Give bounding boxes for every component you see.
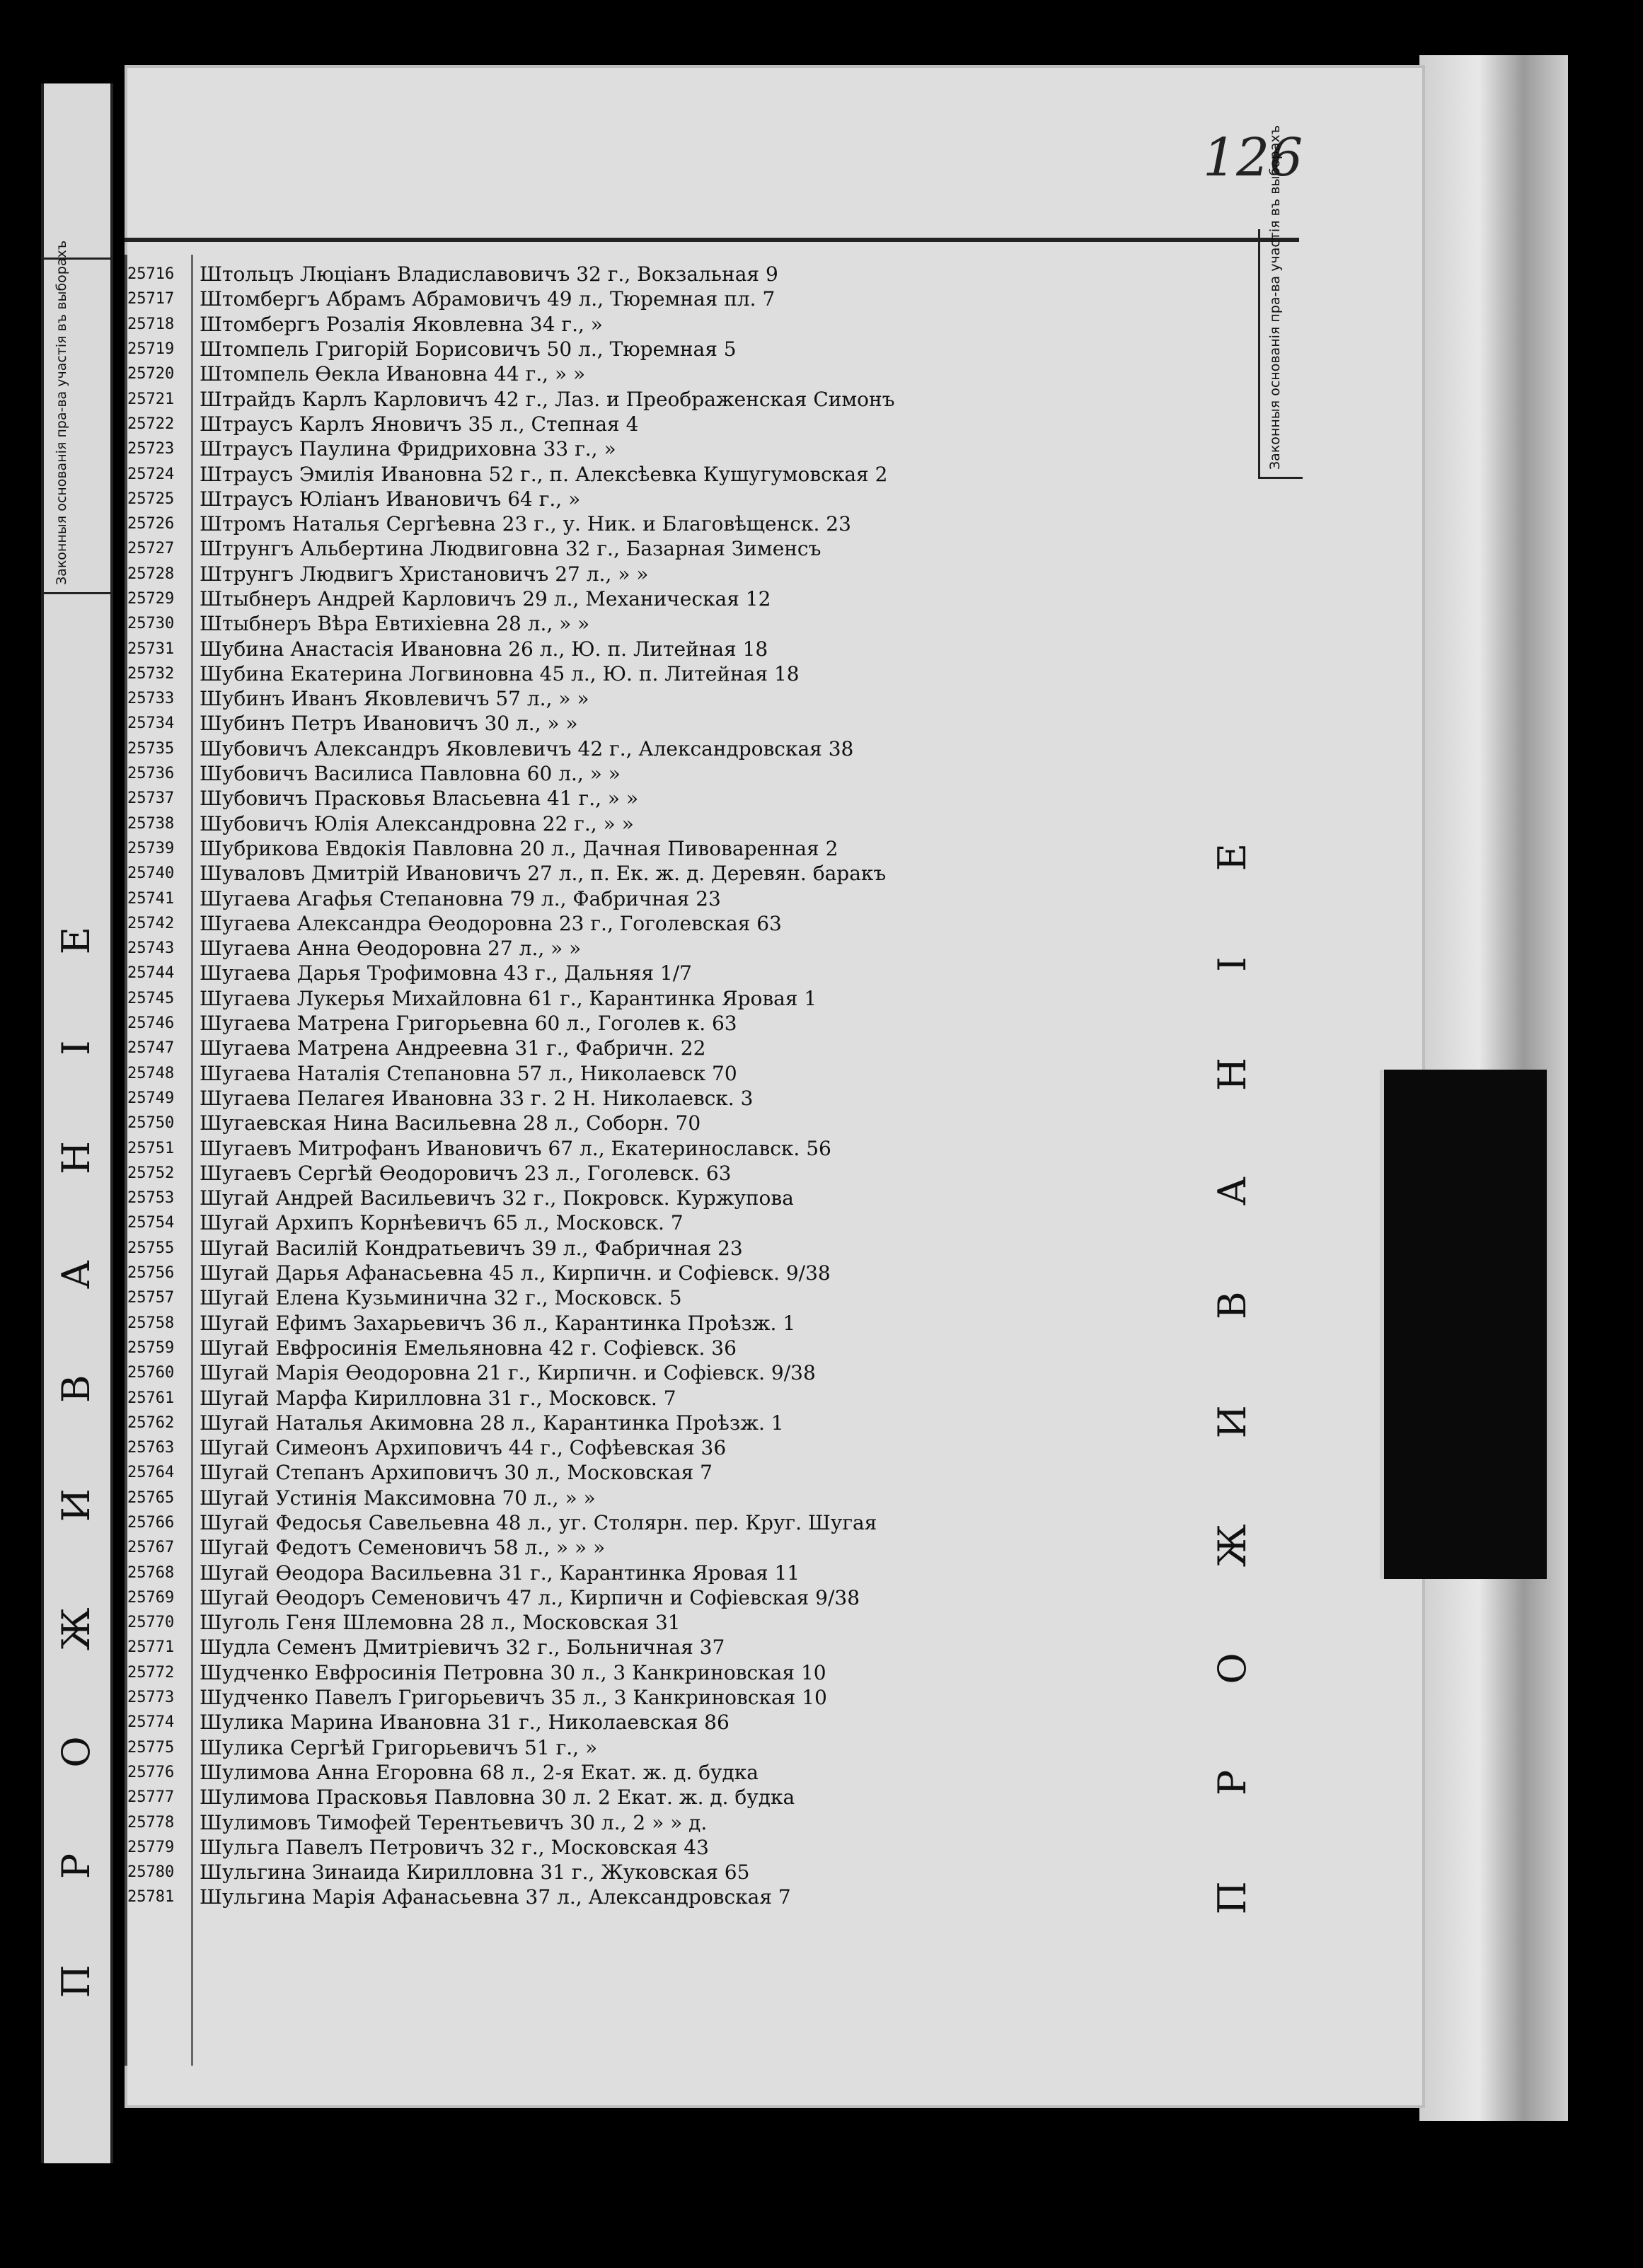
register-entry-row (127, 1186, 1245, 1210)
entry-number: 25745 (127, 989, 175, 1007)
entry-number: 25780 (127, 1863, 175, 1882)
register-entry-row (127, 1061, 1245, 1086)
register-entry-row (127, 911, 1245, 936)
register-entry-row (127, 1210, 1245, 1235)
entry-number: 25740 (127, 864, 175, 883)
entry-text: Шугаева Анна Ѳеодоровна 27 л., » » (200, 937, 582, 961)
entry-number: 25728 (127, 565, 175, 583)
right-residence-title: П Р О Ж И В А Н І Е (1210, 806, 1255, 1915)
register-entry-row (127, 1135, 1245, 1160)
entry-text: Шугаева Лукерья Михайловна 61 г., Карантинка Яровая 1 (200, 986, 817, 1010)
entry-text: Шубина Анастасія Ивановна 26 л., Ю. п. Литейная 18 (200, 637, 768, 661)
register-entry-row (127, 636, 1245, 661)
entry-text: Шугай Евфросинія Емельяновна 42 г. Софіевск. 36 (200, 1336, 737, 1360)
entry-number: 25757 (127, 1289, 175, 1307)
entry-number: 25719 (127, 340, 175, 359)
entry-number: 25717 (127, 290, 175, 308)
entry-text: Шульга Павелъ Петровичъ 32 г., Московская 43 (200, 1835, 709, 1859)
register-entry-row (127, 1310, 1245, 1335)
entry-number: 25778 (127, 1813, 175, 1832)
register-entry-row (127, 1435, 1245, 1460)
register-entry-row (127, 1111, 1245, 1135)
entry-number: 25765 (127, 1488, 175, 1507)
entry-number: 25734 (127, 714, 175, 733)
register-entry-row (127, 1635, 1245, 1660)
entry-number: 25772 (127, 1663, 175, 1682)
entry-number: 25751 (127, 1139, 175, 1157)
entry-number: 25775 (127, 1738, 175, 1757)
entry-text: Шубовичъ Прасковья Власьевна 41 г., » » (200, 787, 639, 811)
register-entry-row (127, 1835, 1245, 1860)
register-entry-row (127, 1460, 1245, 1485)
entry-text: Шулимова Прасковья Павловна 30 л. 2 Екат. ж. д. будка (200, 1786, 795, 1810)
entry-text: Шудла Семенъ Дмитріевичъ 32 г., Больничная 37 (200, 1636, 725, 1660)
entry-number: 25735 (127, 739, 175, 758)
entry-text: Шудченко Павелъ Григорьевичъ 35 л., 3 Канкриновская 10 (200, 1686, 827, 1710)
entry-text: Шубина Екатерина Логвиновна 45 л., Ю. п. Литейная 18 (200, 661, 800, 685)
entry-text: Шугай Марія Ѳеодоровна 21 г., Кирпичн. и Софіевск. 9/38 (200, 1361, 816, 1385)
entry-text: Штомбергъ Абрамъ Абрамовичъ 49 л., Тюремная пл. 7 (200, 287, 776, 311)
entry-text: Штромъ Наталья Сергѣевна 23 г., у. Ник. и Благовѣщенск. 23 (200, 512, 851, 536)
register-entry-row (127, 1585, 1245, 1610)
entry-text: Шугай Марфа Кирилловна 31 г., Московск. 7 (200, 1386, 676, 1410)
entry-number: 25738 (127, 814, 175, 833)
entry-number: 25720 (127, 365, 175, 383)
entry-number: 25777 (127, 1788, 175, 1807)
entry-number: 25770 (127, 1614, 175, 1632)
entry-number: 25718 (127, 315, 175, 333)
entry-text: Шугаева Дарья Трофимовна 43 г., Дальняя 1/7 (200, 961, 692, 985)
register-entry-row (127, 1161, 1245, 1186)
register-entry-row (127, 1810, 1245, 1834)
register-entry-row (127, 936, 1245, 961)
register-entries (127, 262, 1245, 1910)
register-entry-row (127, 412, 1245, 436)
left-header-text: Законныя основанія пра-ва участія въ выборахъ (54, 240, 69, 585)
entry-text: Шулимовъ Тимофей Терентьевичъ 30 л., 2 » » д. (200, 1810, 708, 1834)
binding-shadow (1380, 1070, 1547, 1579)
register-entry-row (127, 1510, 1245, 1535)
entry-text: Штыбнеръ Андрей Карловичъ 29 л., Механическая 12 (200, 587, 771, 611)
register-entry-row (127, 836, 1245, 861)
register-entry-row (127, 262, 1245, 287)
entry-text: Шугаева Пелагея Ивановна 33 г. 2 Н. Николаевск. 3 (200, 1086, 754, 1110)
entry-text: Шульгина Марія Афанасьевна 37 л., Александровская 7 (200, 1885, 791, 1909)
entry-number: 25723 (127, 440, 175, 458)
entry-number: 25726 (127, 515, 175, 533)
right-column-header (1258, 125, 1303, 479)
entry-number: 25763 (127, 1439, 175, 1457)
entry-number: 25727 (127, 540, 175, 558)
entry-number: 25749 (127, 1089, 175, 1107)
entry-number: 25722 (127, 415, 175, 433)
register-entry-row (127, 511, 1245, 536)
entry-number: 25739 (127, 839, 175, 857)
left-column-header (44, 240, 110, 594)
entry-text: Шугай Ефимъ Захарьевичъ 36 л., Карантинка Проѣзж. 1 (200, 1311, 796, 1335)
entry-number: 25771 (127, 1638, 175, 1657)
entry-number: 25746 (127, 1014, 175, 1033)
register-entry-row (127, 1560, 1245, 1585)
entry-text: Шубрикова Евдокія Павловна 20 л., Дачная Пивоваренная 2 (200, 836, 838, 860)
register-entry-row (127, 1660, 1245, 1685)
register-entry-row (127, 736, 1245, 761)
entry-text: Шугай Федосья Савельевна 48 л., уг. Столярн. пер. Круг. Шугая (200, 1510, 877, 1534)
register-entry-row (127, 611, 1245, 636)
entry-number: 25741 (127, 889, 175, 908)
register-entry-row (127, 536, 1245, 561)
entry-number: 25758 (127, 1314, 175, 1332)
entry-number: 25721 (127, 390, 175, 408)
entry-text: Штомпель Ѳекла Ивановна 44 г., » » (200, 362, 586, 386)
entry-text: Шугай Устинія Максимовна 70 л., » » (200, 1486, 596, 1510)
register-entry-row (127, 711, 1245, 736)
entry-text: Шугаевъ Митрофанъ Ивановичъ 67 л., Екатеринославск. 56 (200, 1136, 831, 1160)
entry-text: Шубинъ Иванъ Яковлевичъ 57 л., » » (200, 687, 589, 711)
entry-number: 25764 (127, 1464, 175, 1482)
register-entry-row (127, 1411, 1245, 1435)
entry-text: Штыбнеръ Вѣра Евтихіевна 28 л., » » (200, 612, 590, 636)
entry-text: Шубовичъ Юлія Александровна 22 г., » » (200, 811, 634, 835)
register-entry-row (127, 1760, 1245, 1785)
page-number: 126 (1203, 127, 1303, 188)
register-entry-row (127, 1036, 1245, 1060)
entry-text: Шуваловъ Дмитрій Ивановичъ 27 л., п. Ек. ж. д. Деревян. баракъ (200, 862, 887, 886)
entry-number: 25724 (127, 465, 175, 483)
register-entry-row (127, 1285, 1245, 1310)
entry-number: 25756 (127, 1264, 175, 1283)
register-entry-row (127, 287, 1245, 311)
entry-text: Шугай Андрей Васильевичъ 32 г., Покровск. Куржупова (200, 1186, 794, 1210)
register-entry-row (127, 1336, 1245, 1360)
entry-text: Шугай Дарья Афанасьевна 45 л., Кирпичн. и Софіевск. 9/38 (200, 1261, 831, 1285)
entry-number: 25761 (127, 1389, 175, 1407)
entry-text: Штрайдъ Карлъ Карловичъ 42 г., Лаз. и Преображенская Симонъ (200, 387, 895, 411)
register-entry-row (127, 986, 1245, 1011)
entry-text: Штраусъ Карлъ Яновичъ 35 л., Степная 4 (200, 412, 639, 436)
entry-text: Шугай Ѳеодоръ Семеновичъ 47 л., Кирпичн и Софіевская 9/38 (200, 1585, 860, 1609)
entry-number: 25781 (127, 1888, 175, 1907)
entry-text: Шугай Симеонъ Архиповичъ 44 г., Софѣевская 36 (200, 1436, 727, 1460)
entry-number: 25760 (127, 1364, 175, 1382)
entry-number: 25759 (127, 1338, 175, 1357)
entry-number: 25732 (127, 664, 175, 683)
register-entry-row (127, 1710, 1245, 1735)
register-entry-row (127, 1860, 1245, 1885)
register-entry-row (127, 461, 1245, 486)
register-entry-row (127, 337, 1245, 361)
entry-number: 25776 (127, 1763, 175, 1781)
entry-text: Шуголь Геня Шлемовна 28 л., Московская 31 (200, 1611, 681, 1635)
entry-number: 25774 (127, 1713, 175, 1732)
entry-text: Шугай Василій Кондратьевичъ 39 л., Фабричная 23 (200, 1236, 743, 1260)
entry-number: 25753 (127, 1189, 175, 1208)
entry-text: Шульгина Зинаида Кирилловна 31 г., Жуковская 65 (200, 1861, 750, 1885)
entry-text: Шугаева Александра Ѳеодоровна 23 г., Гоголевская 63 (200, 911, 782, 935)
register-entry-row (127, 1610, 1245, 1635)
entry-text: Шулика Сергѣй Григорьевичъ 51 г., » (200, 1735, 598, 1759)
entry-text: Шубовичъ Василиса Павловна 60 л., » » (200, 762, 621, 786)
entry-number: 25743 (127, 939, 175, 958)
entry-number: 25730 (127, 615, 175, 633)
register-entry-row (127, 436, 1245, 461)
entry-text: Шугай Федотъ Семеновичъ 58 л., » » » (200, 1536, 606, 1560)
entry-text: Шугаевская Нина Васильевна 28 л., Соборн. 70 (200, 1111, 701, 1135)
register-entry-row (127, 586, 1245, 611)
entry-text: Штраусъ Эмилія Ивановна 52 г., п. Алексѣевка Кушугумовская 2 (200, 462, 888, 486)
entry-text: Шулимова Анна Егоровна 68 л., 2-я Екат. ж. д. будка (200, 1760, 759, 1784)
entry-number: 25754 (127, 1214, 175, 1232)
register-entry-row (127, 811, 1245, 836)
entry-number: 25725 (127, 490, 175, 508)
register-entry-row (127, 686, 1245, 711)
register-entry-row (127, 1885, 1245, 1909)
entry-text: Штраусъ Паулина Фридриховна 33 г., » (200, 437, 616, 461)
register-entry-row (127, 562, 1245, 586)
entry-text: Штрунгъ Альбертина Людвиговна 32 г., Базарная Зименсъ (200, 537, 822, 561)
entry-number: 25766 (127, 1513, 175, 1532)
entry-text: Шугай Ѳеодора Васильевна 31 г., Карантинка Яровая 11 (200, 1561, 800, 1585)
entry-text: Шугаевъ Сергѣй Ѳеодоровичъ 23 л., Гоголевск. 63 (200, 1161, 732, 1185)
entry-text: Шудченко Евфросинія Петровна 30 л., 3 Канкриновская 10 (200, 1660, 826, 1684)
entry-number: 25736 (127, 765, 175, 783)
entry-number: 25769 (127, 1588, 175, 1607)
register-entry-row (127, 361, 1245, 386)
register-entry-row (127, 1360, 1245, 1385)
register-entry-row (127, 1535, 1245, 1560)
entry-number: 25742 (127, 914, 175, 932)
left-page-margin-strip (41, 83, 113, 2163)
entry-text: Шугай Наталья Акимовна 28 л., Карантинка Проѣзж. 1 (200, 1411, 784, 1435)
entry-text: Шугай Елена Кузьминична 32 г., Московск. 5 (200, 1286, 682, 1310)
register-entry-row (127, 1685, 1245, 1710)
entry-number: 25733 (127, 690, 175, 708)
register-entry-row (127, 886, 1245, 910)
entry-number: 25767 (127, 1539, 175, 1557)
entry-text: Шугаева Агафья Степановна 79 л., Фабричная 23 (200, 886, 721, 910)
register-entry-row (127, 1261, 1245, 1285)
entry-number: 25744 (127, 964, 175, 983)
register-entry-row (127, 386, 1245, 411)
entry-text: Шубовичъ Александръ Яковлевичъ 42 г., Александровская 38 (200, 736, 854, 760)
register-entry-row (127, 312, 1245, 337)
entry-number: 25729 (127, 590, 175, 608)
entry-text: Шугаева Наталія Степановна 57 л., Николаевск 70 (200, 1061, 737, 1085)
entry-number: 25731 (127, 640, 175, 658)
entry-number: 25748 (127, 1064, 175, 1082)
register-entry-row (127, 1086, 1245, 1111)
entry-text: Шулика Марина Ивановна 31 г., Николаевская 86 (200, 1711, 730, 1735)
register-entry-row (127, 786, 1245, 811)
entry-text: Штомбергъ Розалія Яковлевна 34 г., » (200, 312, 603, 336)
entry-text: Штомпель Григорій Борисовичъ 50 л., Тюремная 5 (200, 337, 737, 361)
entry-text: Шугай Степанъ Архиповичъ 30 л., Московская 7 (200, 1461, 713, 1485)
entry-number: 25768 (127, 1563, 175, 1582)
entry-text: Штольцъ Люціанъ Владиславовичъ 32 г., Вокзальная 9 (200, 262, 778, 287)
entry-number: 25750 (127, 1114, 175, 1133)
right-header-text: Законныя основанія пра-ва участія въ выборахъ (1267, 125, 1283, 470)
register-entry-row (127, 1486, 1245, 1510)
entry-number: 25747 (127, 1039, 175, 1058)
entry-number: 25779 (127, 1838, 175, 1856)
register-entry-row (127, 487, 1245, 511)
entry-text: Шугай Архипъ Корнѣевичъ 65 л., Московск. 7 (200, 1211, 684, 1235)
register-entry-row (127, 1785, 1245, 1810)
top-rule (125, 238, 1299, 242)
entry-text: Штраусъ Юліанъ Ивановичъ 64 г., » (200, 487, 581, 511)
entry-number: 25755 (127, 1239, 175, 1257)
register-entry-row (127, 1236, 1245, 1261)
register-entry-row (127, 861, 1245, 886)
register-entry-row (127, 661, 1245, 686)
entry-text: Шугаева Матрена Григорьевна 60 л., Гоголев к. 63 (200, 1012, 737, 1036)
register-entry-row (127, 1735, 1245, 1760)
register-entry-row (127, 961, 1245, 985)
entry-number: 25752 (127, 1164, 175, 1182)
entry-text: Шубинъ Петръ Ивановичъ 30 л., » » (200, 712, 578, 736)
register-entry-row (127, 761, 1245, 786)
entry-text: Шугаева Матрена Андреевна 31 г., Фабричн. 22 (200, 1036, 706, 1060)
entry-number: 25773 (127, 1689, 175, 1707)
register-entry-row (127, 1385, 1245, 1410)
entry-number: 25716 (127, 265, 175, 284)
entry-text: Штрунгъ Людвигъ Христановичъ 27 л., » » (200, 562, 649, 586)
left-residence-title: П Р О Ж И В А Н І Е (54, 890, 98, 1998)
entry-number: 25737 (127, 789, 175, 808)
register-entry-row (127, 1011, 1245, 1036)
entry-number: 25762 (127, 1413, 175, 1432)
